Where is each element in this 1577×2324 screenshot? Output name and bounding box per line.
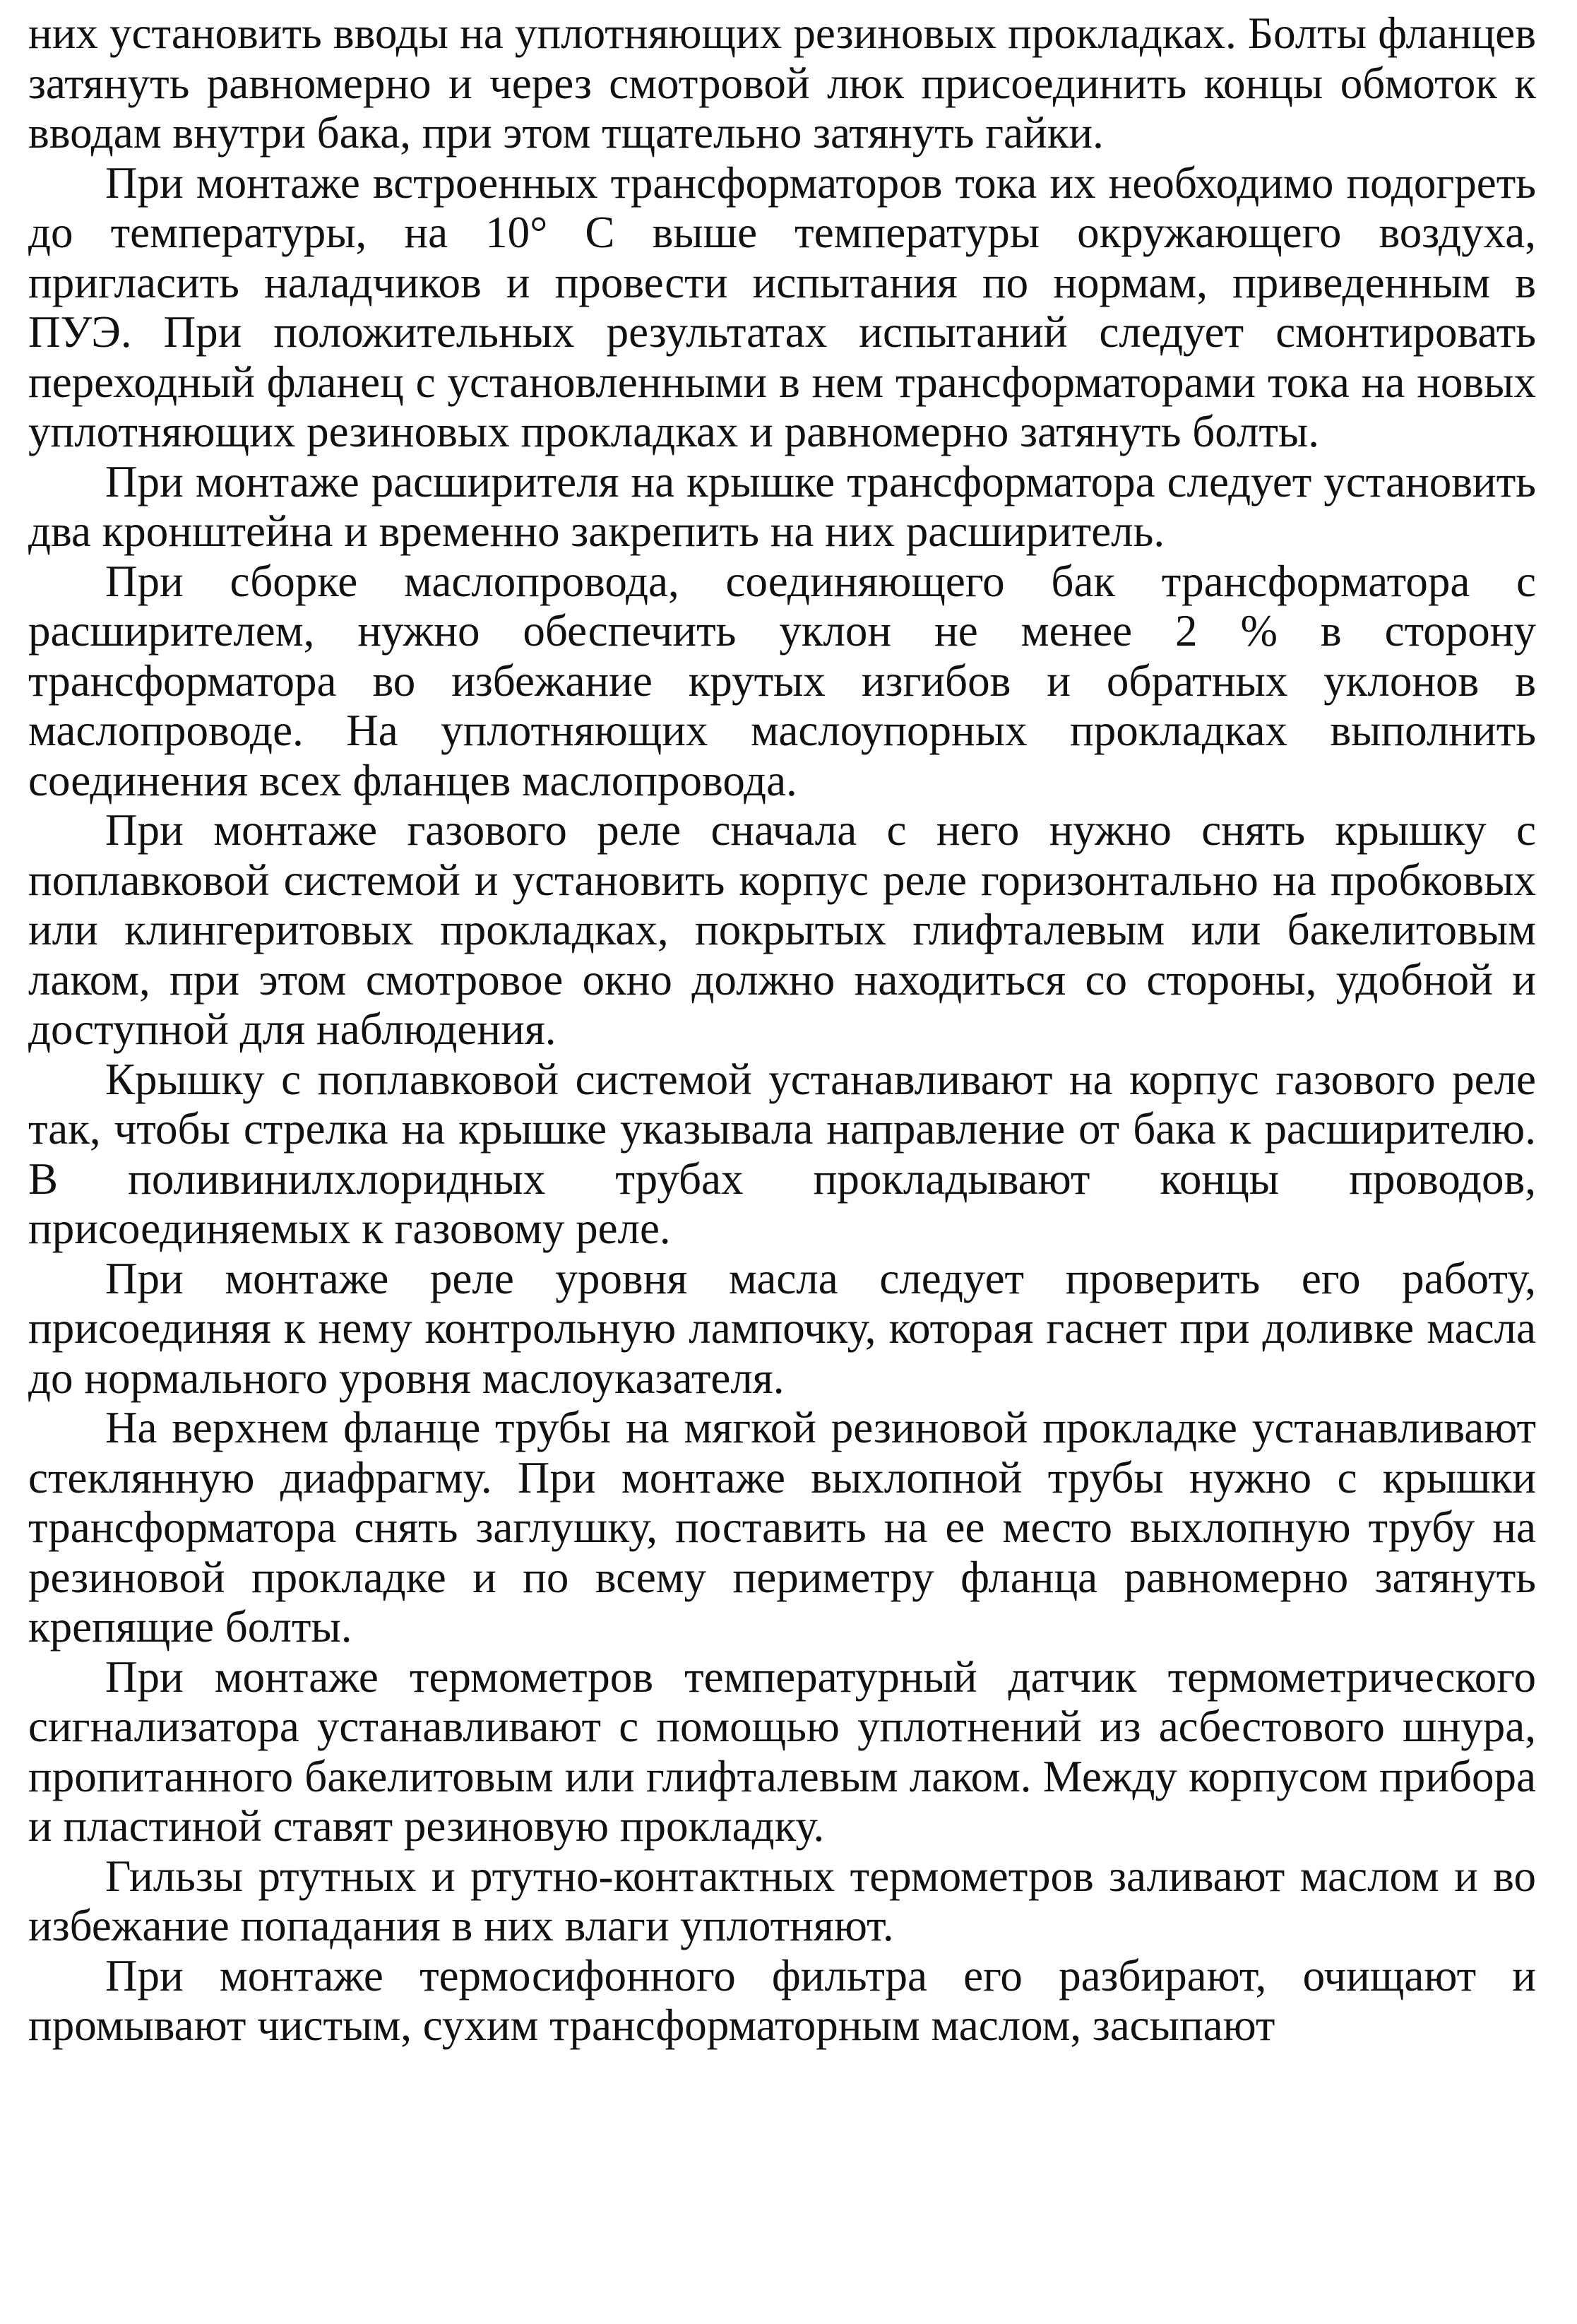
paragraph: При монтаже термометров температурный датчик термометрического сигнализатора устанавливают с помощью уплотнений из асбестового шнура, пропитанного бакелитовым или глифталевым лаком. Между корпусом прибора и пластиной ставят резиновую прокладку. xyxy=(28,1652,1536,1851)
paragraph: При монтаже термосифонного фильтра его разбирают, очищают и промывают чистым, сухим трансформаторным маслом, засыпают xyxy=(28,1950,1536,2050)
paragraph: При монтаже газового реле сначала с него нужно снять крышку с поплавковой системой и установить корпус реле горизонтально на пробковых или клингеритовых прокладках, покрытых глифталевым или бакелитовым лаком, при этом смотровое окно должно находиться со стороны, удобной и доступной для наблюдения. xyxy=(28,805,1536,1054)
paragraph: При монтаже встроенных трансформаторов тока их необходимо подогреть до температуры, на 10° С выше температуры окружающего воздуха, пригласить наладчиков и провести испытания по нормам, приведенным в ПУЭ. При положительных результатах испытаний следует смонтировать переходный фланец с установленными в нем трансформаторами тока на новых уплотняющих резиновых прокладках и равномерно затянуть болты. xyxy=(28,158,1536,456)
paragraph: Гильзы ртутных и ртутно-контактных термометров заливают маслом и во избежание попадания в них влаги уплотняют. xyxy=(28,1851,1536,1950)
paragraph: При монтаже реле уровня масла следует проверить его работу, присоединяя к нему контрольную лампочку, которая гаснет при доливке масла до нормального уровня маслоуказателя. xyxy=(28,1253,1536,1403)
paragraph: Крышку с поплавковой системой устанавливают на корпус газового реле так, чтобы стрелка на крышке указывала направление от бака к расширителю. В поливинилхлоридных трубах прокладывают концы проводов, присоединяемых к газовому реле. xyxy=(28,1054,1536,1253)
document-page xyxy=(28,8,1536,2318)
paragraph: При сборке маслопровода, соединяющего бак трансформатора с расширителем, нужно обеспечить уклон не менее 2 % в сторону трансформатора во избежание крутых изгибов и обратных уклонов в маслопроводе. На уплотняющих маслоупорных прокладках выполнить соединения всех фланцев маслопровода. xyxy=(28,556,1536,805)
paragraph: На верхнем фланце трубы на мягкой резиновой прокладке устанавливают стеклянную диафрагму. При монтаже выхлопной трубы нужно с крышки трансформатора снять заглушку, поставить на ее место выхлопную трубу на резиновой прокладке и по всему периметру фланца равномерно затянуть крепящие болты. xyxy=(28,1403,1536,1652)
paragraph: При монтаже расширителя на крышке трансформатора следует установить два кронштейна и временно закрепить на них расширитель. xyxy=(28,456,1536,556)
paragraph: них установить вводы на уплотняющих резиновых прокладках. Болты фланцев затянуть равномерно и через смотровой люк присоединить концы обмоток к вводам внутри бака, при этом тщательно затянуть гайки. xyxy=(28,8,1536,158)
